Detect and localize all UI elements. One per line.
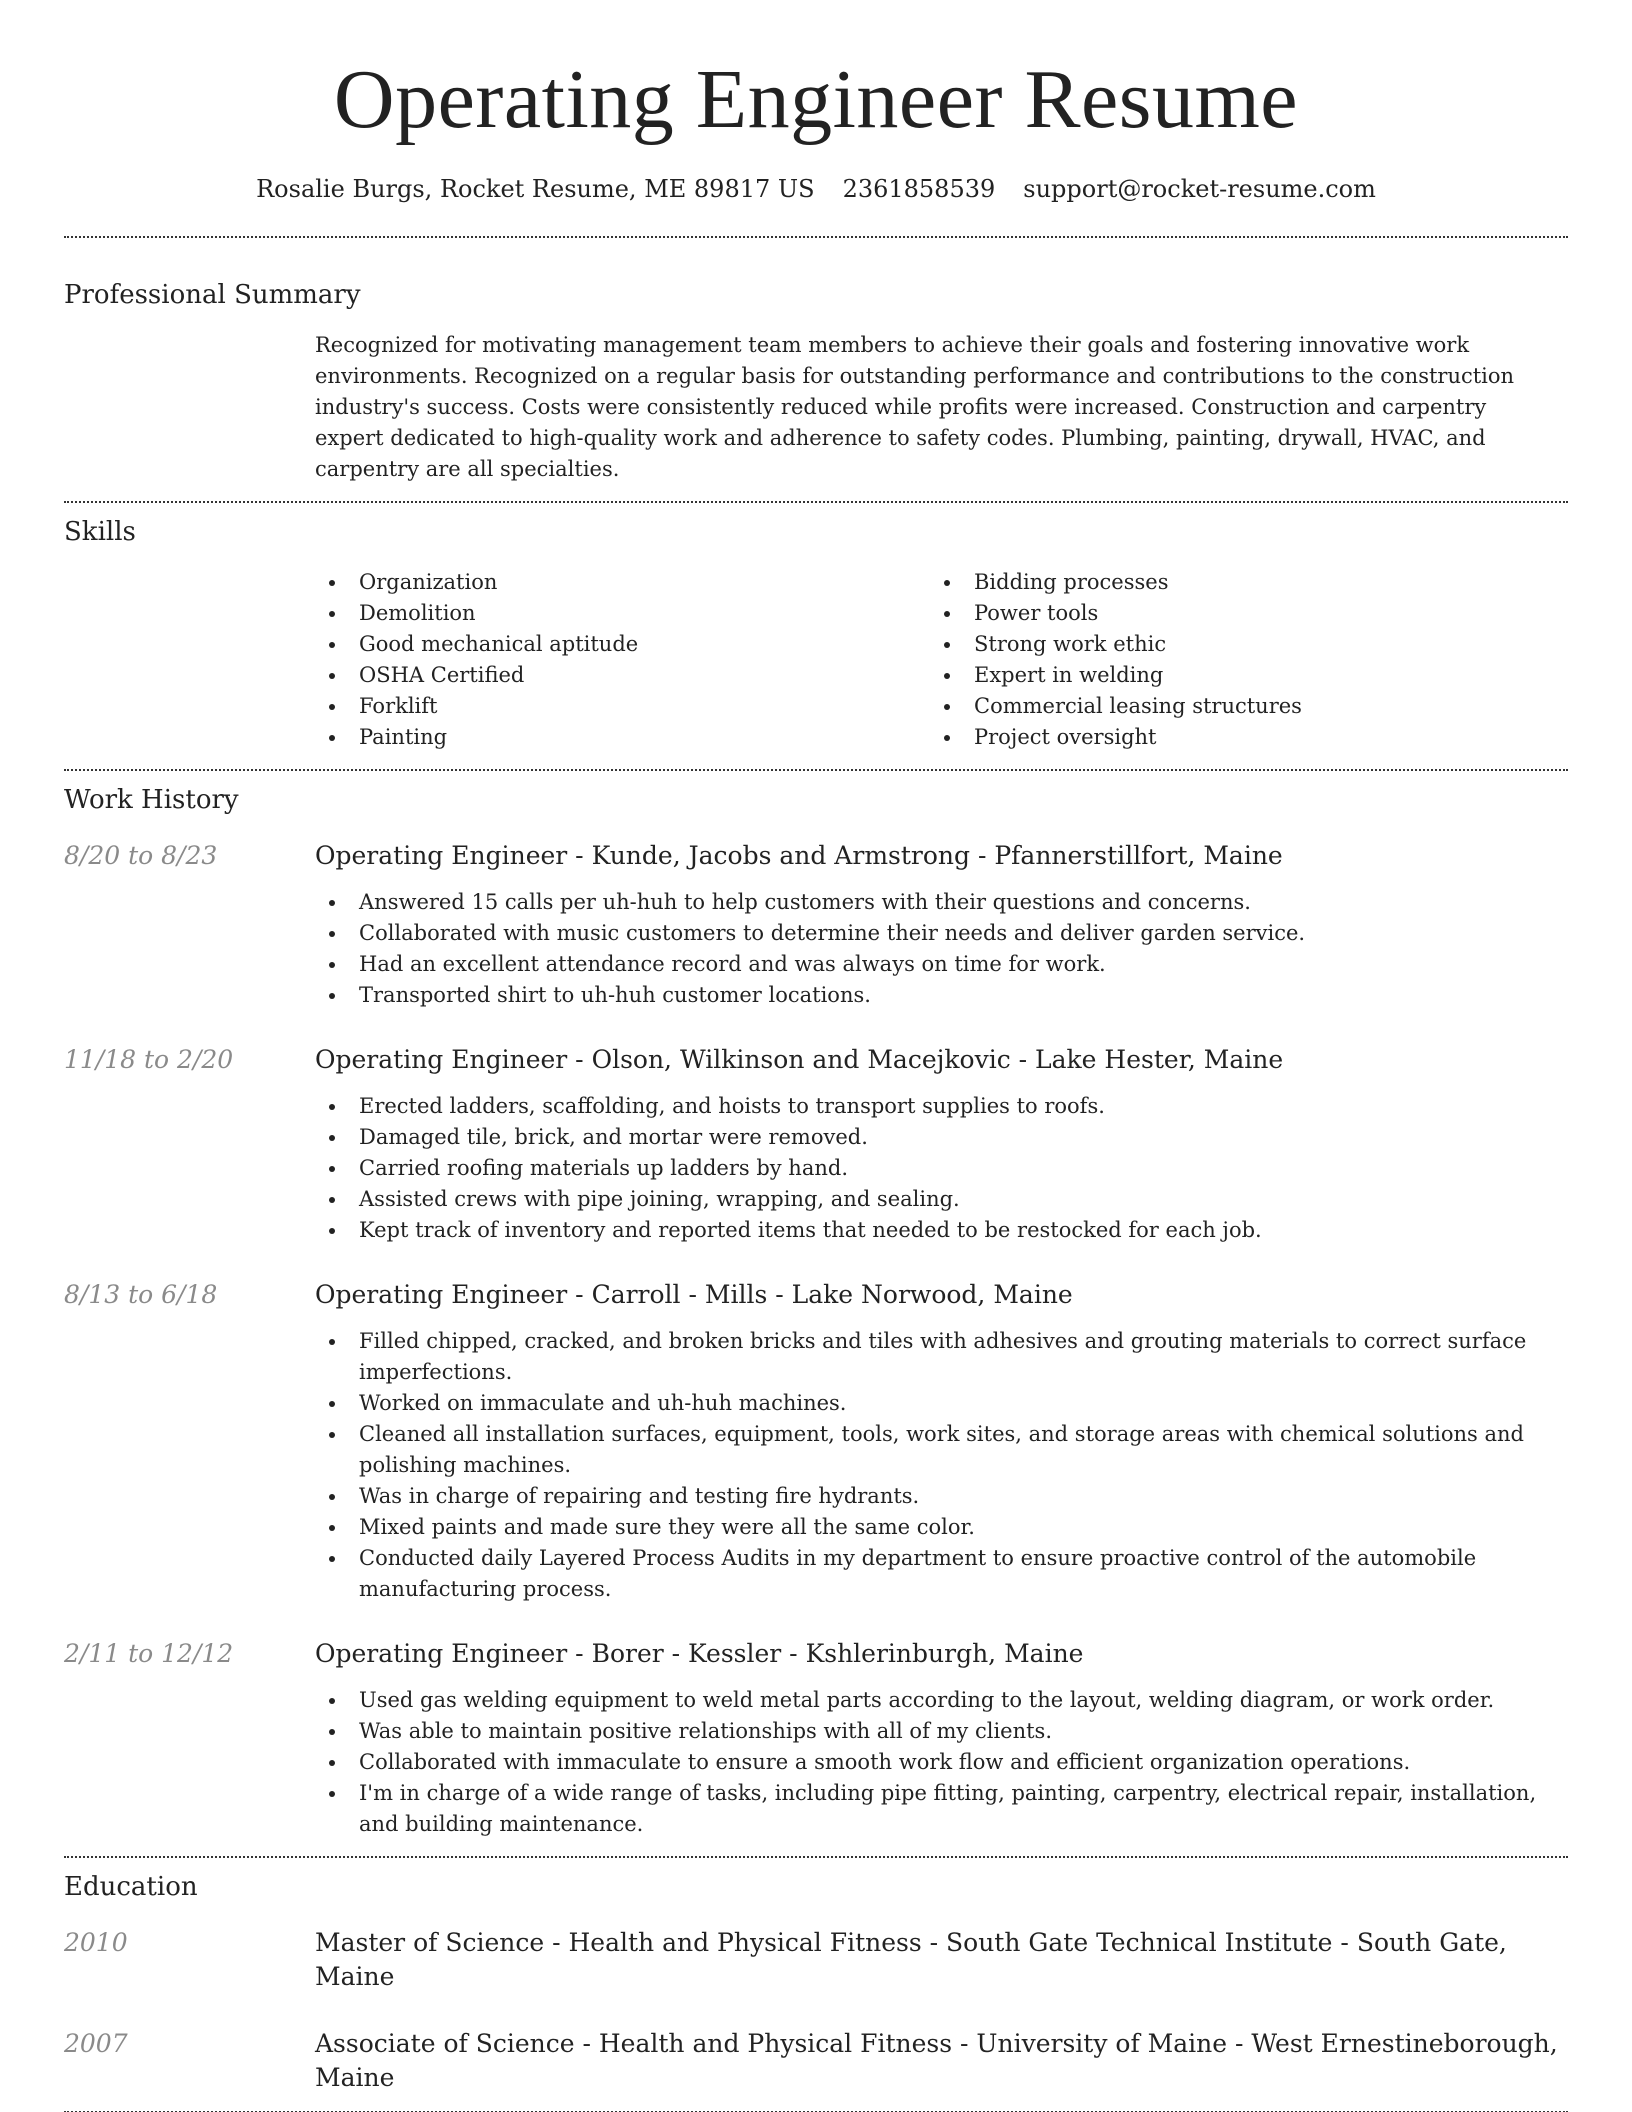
- skill-item: Expert in welding: [930, 660, 1545, 691]
- job-dates: 2/11 to 12/12: [64, 1639, 234, 1668]
- skill-item: Painting: [315, 722, 930, 753]
- skill-item: Strong work ethic: [930, 629, 1545, 660]
- job-bullets: [315, 887, 1568, 1011]
- job-bullet: Had an excellent attendance record and was always on time for work.: [315, 949, 1568, 980]
- job-details: [315, 1637, 1568, 1840]
- job-bullet: Cleaned all installation surfaces, equipment, tools, work sites, and storage areas with chemical solutions and polishing machines.: [315, 1419, 1568, 1481]
- resume-page: [64, 0, 1568, 2112]
- job-title: Operating Engineer - Borer - Kessler - Kshlerinburgh, Maine: [315, 1639, 1084, 1668]
- job-details: [315, 1043, 1568, 1246]
- skill-item: OSHA Certified: [315, 660, 930, 691]
- contact-email: support@rocket-resume.com: [1023, 175, 1376, 203]
- divider: [64, 1856, 1568, 1858]
- job-entry: [64, 839, 1568, 1011]
- job-bullets: [315, 1091, 1568, 1246]
- education-title: Associate of Science - Health and Physical Fitness - University of Maine - West Ernestineborough, Maine: [315, 2029, 1558, 2092]
- skill-item: Commercial leasing structures: [930, 691, 1545, 722]
- job-bullet: Used gas welding equipment to weld metal parts according to the layout, welding diagram, or work order.: [315, 1685, 1568, 1716]
- job-entry: [64, 1637, 1568, 1840]
- job-bullet: I'm in charge of a wide range of tasks, including pipe fitting, painting, carpentry, electrical repair, installation, and building maintenance.: [315, 1778, 1568, 1840]
- skills-column-right: [930, 567, 1545, 753]
- job-dates: 8/13 to 6/18: [64, 1280, 218, 1309]
- contact-address: Rosalie Burgs, Rocket Resume, ME 89817 US: [256, 175, 815, 203]
- job-bullet: Mixed paints and made sure they were all the same color.: [315, 1512, 1568, 1543]
- divider: [64, 501, 1568, 503]
- work-history-heading: Work History: [64, 785, 239, 815]
- divider: [64, 236, 1568, 238]
- job-bullet: Erected ladders, scaffolding, and hoists to transport supplies to roofs.: [315, 1091, 1568, 1122]
- education-year: 2007: [64, 2029, 128, 2058]
- skills-list: [315, 567, 1568, 753]
- job-title: Operating Engineer - Olson, Wilkinson and Macejkovic - Lake Hester, Maine: [315, 1045, 1284, 1074]
- education-year: 2010: [64, 1928, 128, 1957]
- skill-item: Forklift: [315, 691, 930, 722]
- skill-item: Good mechanical aptitude: [315, 629, 930, 660]
- education-entry: [64, 1926, 1568, 1994]
- job-bullet: Collaborated with music customers to determine their needs and deliver garden service.: [315, 918, 1568, 949]
- education-title: Master of Science - Health and Physical Fitness - South Gate Technical Institute - South Gate, Maine: [315, 1928, 1507, 1991]
- job-entry: [64, 1043, 1568, 1246]
- skills-column-left: [315, 567, 930, 753]
- job-bullet: Answered 15 calls per uh-huh to help customers with their questions and concerns.: [315, 887, 1568, 918]
- job-details: [315, 839, 1568, 1011]
- education-heading: Education: [64, 1872, 198, 1902]
- job-bullet: Damaged tile, brick, and mortar were removed.: [315, 1122, 1568, 1153]
- job-dates: 8/20 to 8/23: [64, 841, 218, 870]
- summary-text: Recognized for motivating management team members to achieve their goals and fostering innovative work environments. Recognized on a regular basis for outstanding performance and contributions to the construction industry's success. Costs were consistently reduced while profits were increased. Construction and carpentry expert dedicated to high-quality work and adherence to safety codes. Plumbing, painting, drywall, HVAC, and carpentry are all specialties.: [315, 333, 1515, 481]
- skill-item: Project oversight: [930, 722, 1545, 753]
- job-bullet: Conducted daily Layered Process Audits in my department to ensure proactive control of the automobile manufacturing process.: [315, 1543, 1568, 1605]
- divider: [64, 769, 1568, 771]
- skill-item: Bidding processes: [930, 567, 1545, 598]
- job-bullets: [315, 1326, 1568, 1605]
- skills-heading: Skills: [64, 517, 136, 547]
- skill-item: Power tools: [930, 598, 1545, 629]
- education-entry: [64, 2027, 1568, 2095]
- job-title: Operating Engineer - Carroll - Mills - Lake Norwood, Maine: [315, 1280, 1073, 1309]
- contact-phone: 2361858539: [842, 175, 996, 203]
- job-bullet: Was able to maintain positive relationships with all of my clients.: [315, 1716, 1568, 1747]
- job-bullet: Filled chipped, cracked, and broken bricks and tiles with adhesives and grouting materials to correct surface imperfections.: [315, 1326, 1568, 1388]
- contact-line: [64, 172, 1568, 206]
- summary-heading: Professional Summary: [64, 280, 361, 310]
- job-bullet: Carried roofing materials up ladders by hand.: [315, 1153, 1568, 1184]
- job-bullet: Collaborated with immaculate to ensure a smooth work flow and efficient organization operations.: [315, 1747, 1568, 1778]
- job-bullet: Kept track of inventory and reported items that needed to be restocked for each job.: [315, 1215, 1568, 1246]
- skill-item: Organization: [315, 567, 930, 598]
- job-title: Operating Engineer - Kunde, Jacobs and Armstrong - Pfannerstillfort, Maine: [315, 841, 1283, 870]
- job-dates: 11/18 to 2/20: [64, 1045, 234, 1074]
- job-bullet: Worked on immaculate and uh-huh machines.: [315, 1388, 1568, 1419]
- skill-item: Demolition: [315, 598, 930, 629]
- job-entry: [64, 1278, 1568, 1605]
- job-bullets: [315, 1685, 1568, 1840]
- job-bullet: Was in charge of repairing and testing fire hydrants.: [315, 1481, 1568, 1512]
- job-bullet: Assisted crews with pipe joining, wrapping, and sealing.: [315, 1184, 1568, 1215]
- resume-title: Operating Engineer Resume: [333, 53, 1299, 146]
- job-details: [315, 1278, 1568, 1605]
- job-bullet: Transported shirt to uh-huh customer locations.: [315, 980, 1568, 1011]
